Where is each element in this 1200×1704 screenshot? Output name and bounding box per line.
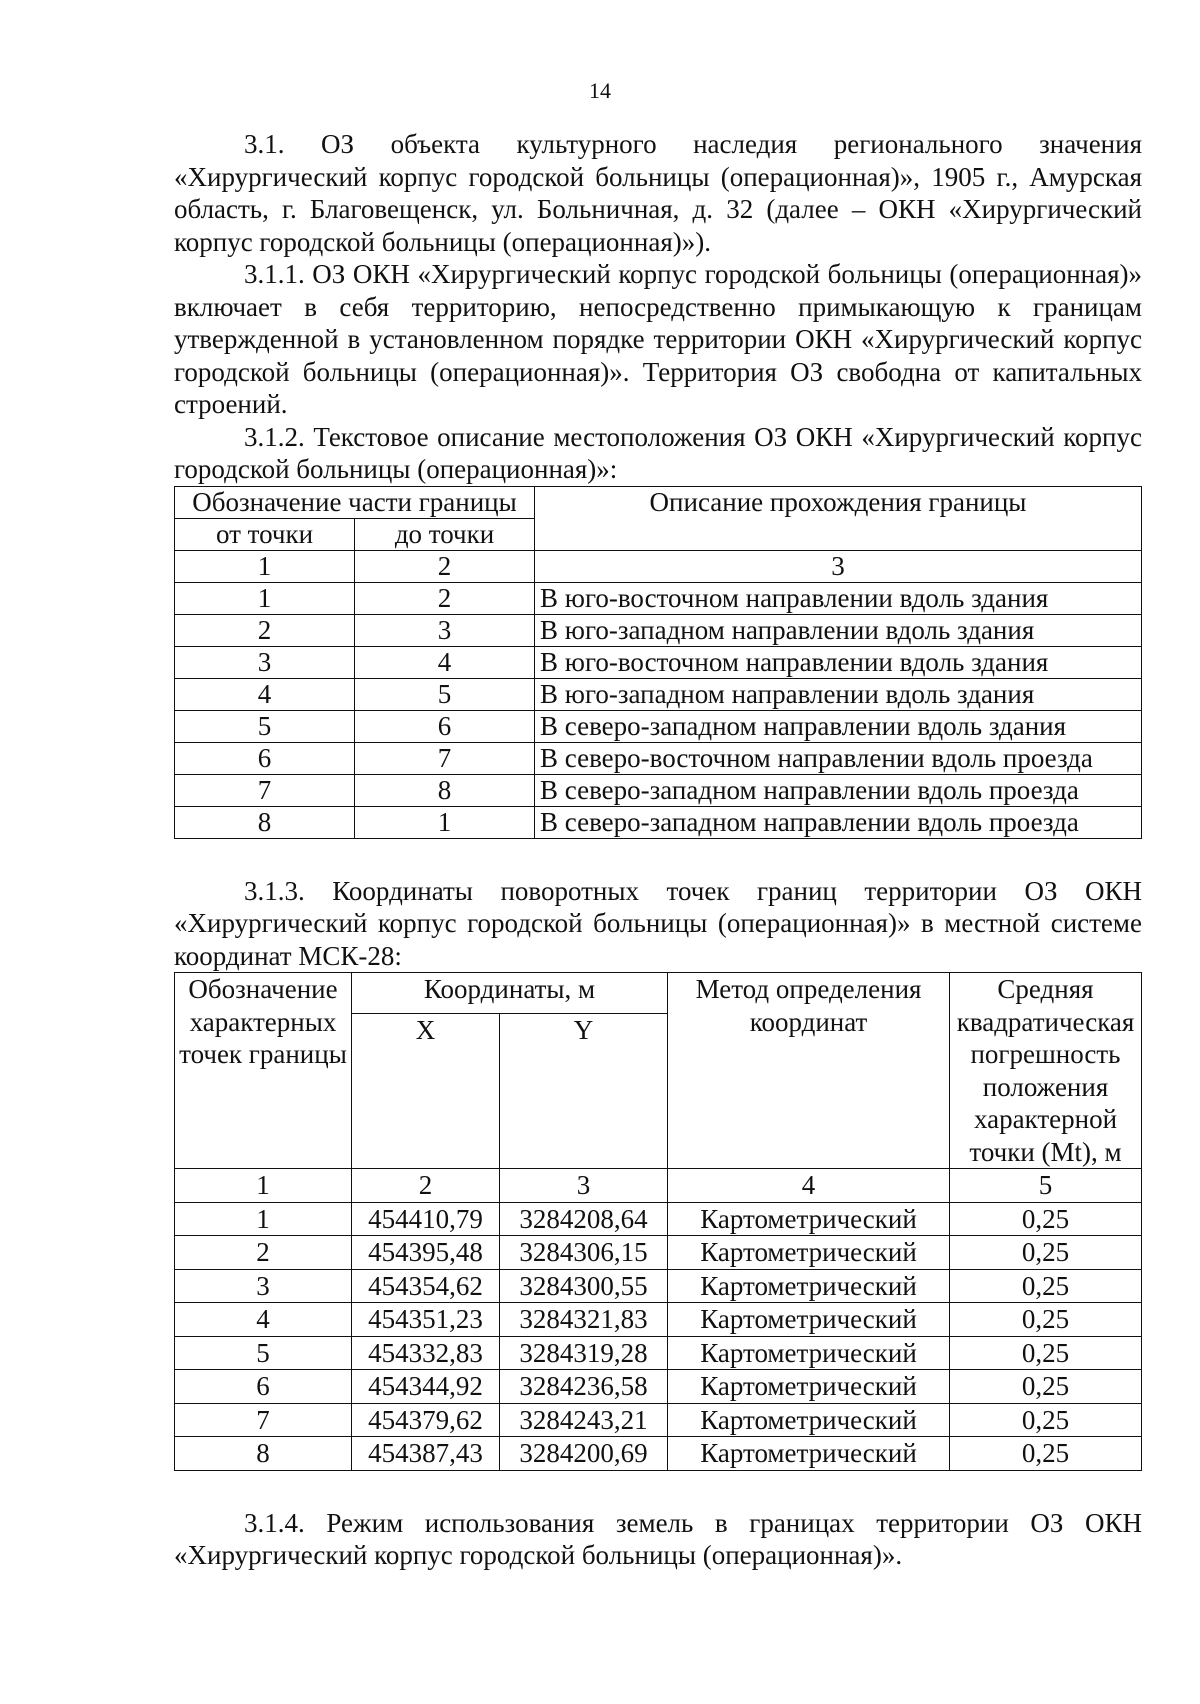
error-cell: 0,25 <box>950 1370 1142 1404</box>
to-point-cell: 1 <box>355 806 535 838</box>
column-number: 2 <box>355 550 535 582</box>
column-number: 3 <box>535 550 1142 582</box>
point-cell: 7 <box>175 1403 352 1437</box>
column-number: 1 <box>175 550 355 582</box>
header-method: Метод определения координат <box>668 973 950 1169</box>
page-number: 14 <box>589 78 611 103</box>
description-cell: В юго-западном направлении вдоль здания <box>535 678 1142 710</box>
from-point-cell: 3 <box>175 646 355 678</box>
x-cell: 454395,48 <box>352 1236 500 1270</box>
description-cell: В северо-западном направлении вдоль здания <box>535 710 1142 742</box>
to-point-cell: 3 <box>355 614 535 646</box>
method-cell: Картометрический <box>668 1269 950 1303</box>
table-row <box>175 678 1142 710</box>
header-y: Y <box>500 1014 668 1169</box>
from-point-cell: 1 <box>175 582 355 614</box>
header-coordinates: Координаты, м <box>352 973 668 1014</box>
description-cell: В юго-западном направлении вдоль здания <box>535 614 1142 646</box>
table-row <box>175 1370 1142 1404</box>
method-cell: Картометрический <box>668 1303 950 1337</box>
header-from-point: от точки <box>175 518 355 550</box>
method-cell: Картометрический <box>668 1336 950 1370</box>
table-row <box>175 1303 1142 1337</box>
header-boundary-description: Описание прохождения границы <box>535 486 1142 550</box>
description-cell: В северо-западном направлении вдоль проезда <box>535 774 1142 806</box>
x-cell: 454410,79 <box>352 1202 500 1236</box>
to-point-cell: 5 <box>355 678 535 710</box>
to-point-cell: 6 <box>355 710 535 742</box>
table-row <box>175 1336 1142 1370</box>
error-cell: 0,25 <box>950 1336 1142 1370</box>
from-point-cell: 8 <box>175 806 355 838</box>
table-row <box>175 1269 1142 1303</box>
table-row <box>175 774 1142 806</box>
description-cell: В юго-восточном направлении вдоль здания <box>535 582 1142 614</box>
error-cell: 0,25 <box>950 1202 1142 1236</box>
error-cell: 0,25 <box>950 1437 1142 1471</box>
x-cell: 454344,92 <box>352 1370 500 1404</box>
column-number: 2 <box>352 1169 500 1203</box>
to-point-cell: 7 <box>355 742 535 774</box>
column-number: 4 <box>668 1169 950 1203</box>
from-point-cell: 5 <box>175 710 355 742</box>
from-point-cell: 4 <box>175 678 355 710</box>
paragraph-3-1-4: 3.1.4. Режим использования земель в границах территории ОЗ ОКН «Хирургический корпус городской больницы (операционная)». <box>174 1507 1142 1570</box>
y-cell: 3284321,83 <box>500 1303 668 1337</box>
header-boundary-part: Обозначение части границы <box>175 486 535 518</box>
to-point-cell: 8 <box>355 774 535 806</box>
point-cell: 3 <box>175 1269 352 1303</box>
column-number: 5 <box>950 1169 1142 1203</box>
paragraph-3-1: 3.1. ОЗ объекта культурного наследия регионального значения «Хирургический корпус городской больницы (операционная)», 1905 г., Амурская область, г. Благовещенск, ул. Больничная, д. 32 (далее – ОКН «Хирургический корпус городской больницы (операционная)»). <box>174 129 1142 257</box>
column-number: 3 <box>500 1169 668 1203</box>
y-cell: 3284319,28 <box>500 1336 668 1370</box>
method-cell: Картометрический <box>668 1403 950 1437</box>
error-cell: 0,25 <box>950 1403 1142 1437</box>
x-cell: 454354,62 <box>352 1269 500 1303</box>
error-cell: 0,25 <box>950 1236 1142 1270</box>
boundary-description-table <box>174 486 1142 839</box>
header-characteristic-points: Обозначение характерных точек границы <box>175 973 352 1169</box>
description-cell: В северо-западном направлении вдоль проезда <box>535 806 1142 838</box>
table-row <box>175 1403 1142 1437</box>
header-mean-square-error: Средняя квадратическая погрешность положения характерной точки (Mt), м <box>950 973 1142 1169</box>
method-cell: Картометрический <box>668 1236 950 1270</box>
x-cell: 454387,43 <box>352 1437 500 1471</box>
table-row <box>175 582 1142 614</box>
table-row <box>175 1202 1142 1236</box>
point-cell: 1 <box>175 1202 352 1236</box>
method-cell: Картометрический <box>668 1437 950 1471</box>
table-row <box>175 614 1142 646</box>
point-cell: 2 <box>175 1236 352 1270</box>
y-cell: 3284243,21 <box>500 1403 668 1437</box>
error-cell: 0,25 <box>950 1269 1142 1303</box>
column-number: 1 <box>175 1169 352 1203</box>
paragraph-3-1-1: 3.1.1. ОЗ ОКН «Хирургический корпус городской больницы (операционная)» включает в себя территорию, непосредственно примыкающую к границам утвержденной в установленном порядке территории ОКН «Хирургический корпус городской больницы (операционная)». Территория ОЗ свободна от капитальных строений. <box>174 259 1142 419</box>
header-x: X <box>352 1014 500 1169</box>
x-cell: 454379,62 <box>352 1403 500 1437</box>
description-cell: В северо-восточном направлении вдоль проезда <box>535 742 1142 774</box>
y-cell: 3284306,15 <box>500 1236 668 1270</box>
table-row <box>175 1236 1142 1270</box>
method-cell: Картометрический <box>668 1202 950 1236</box>
paragraph-3-1-3: 3.1.3. Координаты поворотных точек границ территории ОЗ ОКН «Хирургический корпус городской больницы (операционная)» в местной системе координат МСК-28: <box>174 875 1142 971</box>
header-to-point: до точки <box>355 518 535 550</box>
table-row <box>175 742 1142 774</box>
y-cell: 3284208,64 <box>500 1202 668 1236</box>
from-point-cell: 6 <box>175 742 355 774</box>
to-point-cell: 4 <box>355 646 535 678</box>
table-row <box>175 646 1142 678</box>
point-cell: 4 <box>175 1303 352 1337</box>
paragraph-3-1-2: 3.1.2. Текстовое описание местоположения ОЗ ОКН «Хирургический корпус городской больницы (операционная)»: <box>174 421 1142 484</box>
from-point-cell: 7 <box>175 774 355 806</box>
document-body <box>174 128 1142 1572</box>
x-cell: 454332,83 <box>352 1336 500 1370</box>
point-cell: 8 <box>175 1437 352 1471</box>
point-cell: 6 <box>175 1370 352 1404</box>
coordinates-table <box>174 972 1142 1471</box>
method-cell: Картометрический <box>668 1370 950 1404</box>
table-row <box>175 1437 1142 1471</box>
to-point-cell: 2 <box>355 582 535 614</box>
y-cell: 3284300,55 <box>500 1269 668 1303</box>
description-cell: В юго-восточном направлении вдоль здания <box>535 646 1142 678</box>
y-cell: 3284200,69 <box>500 1437 668 1471</box>
error-cell: 0,25 <box>950 1303 1142 1337</box>
point-cell: 5 <box>175 1336 352 1370</box>
from-point-cell: 2 <box>175 614 355 646</box>
x-cell: 454351,23 <box>352 1303 500 1337</box>
y-cell: 3284236,58 <box>500 1370 668 1404</box>
table-row <box>175 806 1142 838</box>
table-row <box>175 710 1142 742</box>
